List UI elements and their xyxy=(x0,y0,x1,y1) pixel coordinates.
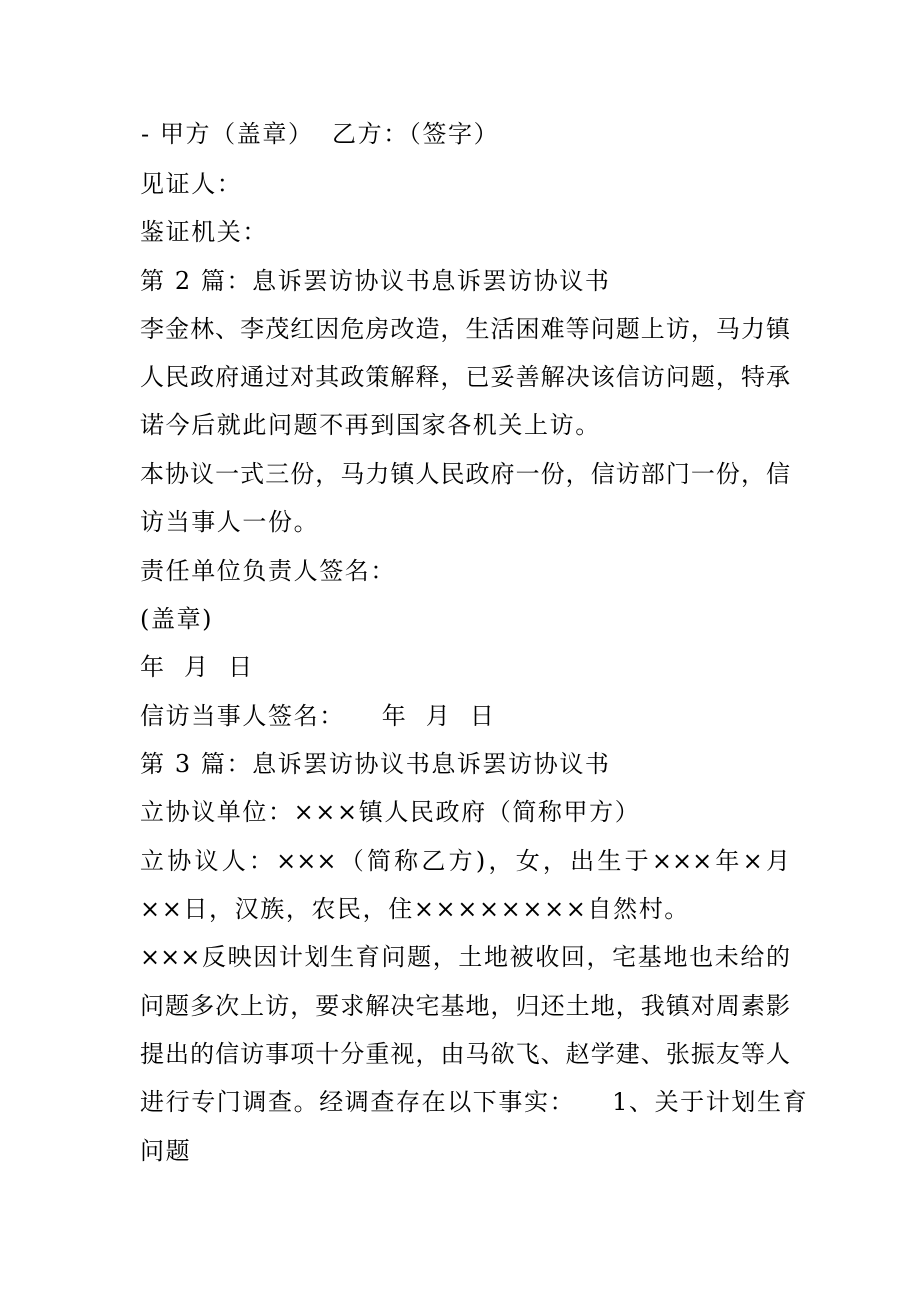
paragraph-line: ×××反映因计划生育问题，土地被收回，宅基地也未给的 xyxy=(140,943,790,971)
date-line: 年 月 日 xyxy=(140,653,254,681)
paragraph-line: 问题 xyxy=(140,1137,192,1165)
section-heading-3: 第 3 篇：息诉罢访协议书息诉罢访协议书 xyxy=(140,750,611,778)
responsible-signature-line: 责任单位负责人签名： xyxy=(140,557,396,585)
paragraph-line: 提出的信访事项十分重视，由马欲飞、赵学建、张振友等人 xyxy=(140,1040,790,1068)
paragraph-line: ××日，汉族，农民，住××××××××自然村。 xyxy=(140,895,690,923)
paragraph-line: 本协议一式三份，马力镇人民政府一份，信访部门一份，信 xyxy=(140,460,790,488)
signature-parties-line: - 甲方（盖章） 乙方：（签字） xyxy=(141,120,500,148)
section-heading-2: 第 2 篇：息诉罢访协议书息诉罢访协议书 xyxy=(140,267,611,295)
paragraph-line: 问题多次上访，要求解决宅基地，归还土地，我镇对周素影 xyxy=(140,992,790,1020)
paragraph-line: 访当事人一份。 xyxy=(140,508,320,536)
paragraph-line: 立协议人：×××（简称乙方)，女，出生于×××年×月 xyxy=(140,847,790,875)
witness-line: 见证人： xyxy=(140,170,243,198)
agreement-unit-line: 立协议单位：×××镇人民政府（简称甲方） xyxy=(140,798,641,826)
paragraph-line: 人民政府通过对其政策解释，已妥善解决该信访问题，特承 xyxy=(140,363,790,391)
paragraph-line: 进行专门调查。经调查存在以下事实： 1、关于计划生育 xyxy=(140,1088,809,1116)
petitioner-signature-line: 信访当事人签名： 年 月 日 xyxy=(140,702,496,730)
certifying-authority-line: 鉴证机关： xyxy=(140,218,268,246)
seal-line: (盖章) xyxy=(140,605,214,633)
paragraph-line: 诺今后就此问题不再到国家各机关上访。 xyxy=(140,411,601,439)
paragraph-line: 李金林、李茂红因危房改造，生活困难等问题上访，马力镇 xyxy=(140,315,790,343)
